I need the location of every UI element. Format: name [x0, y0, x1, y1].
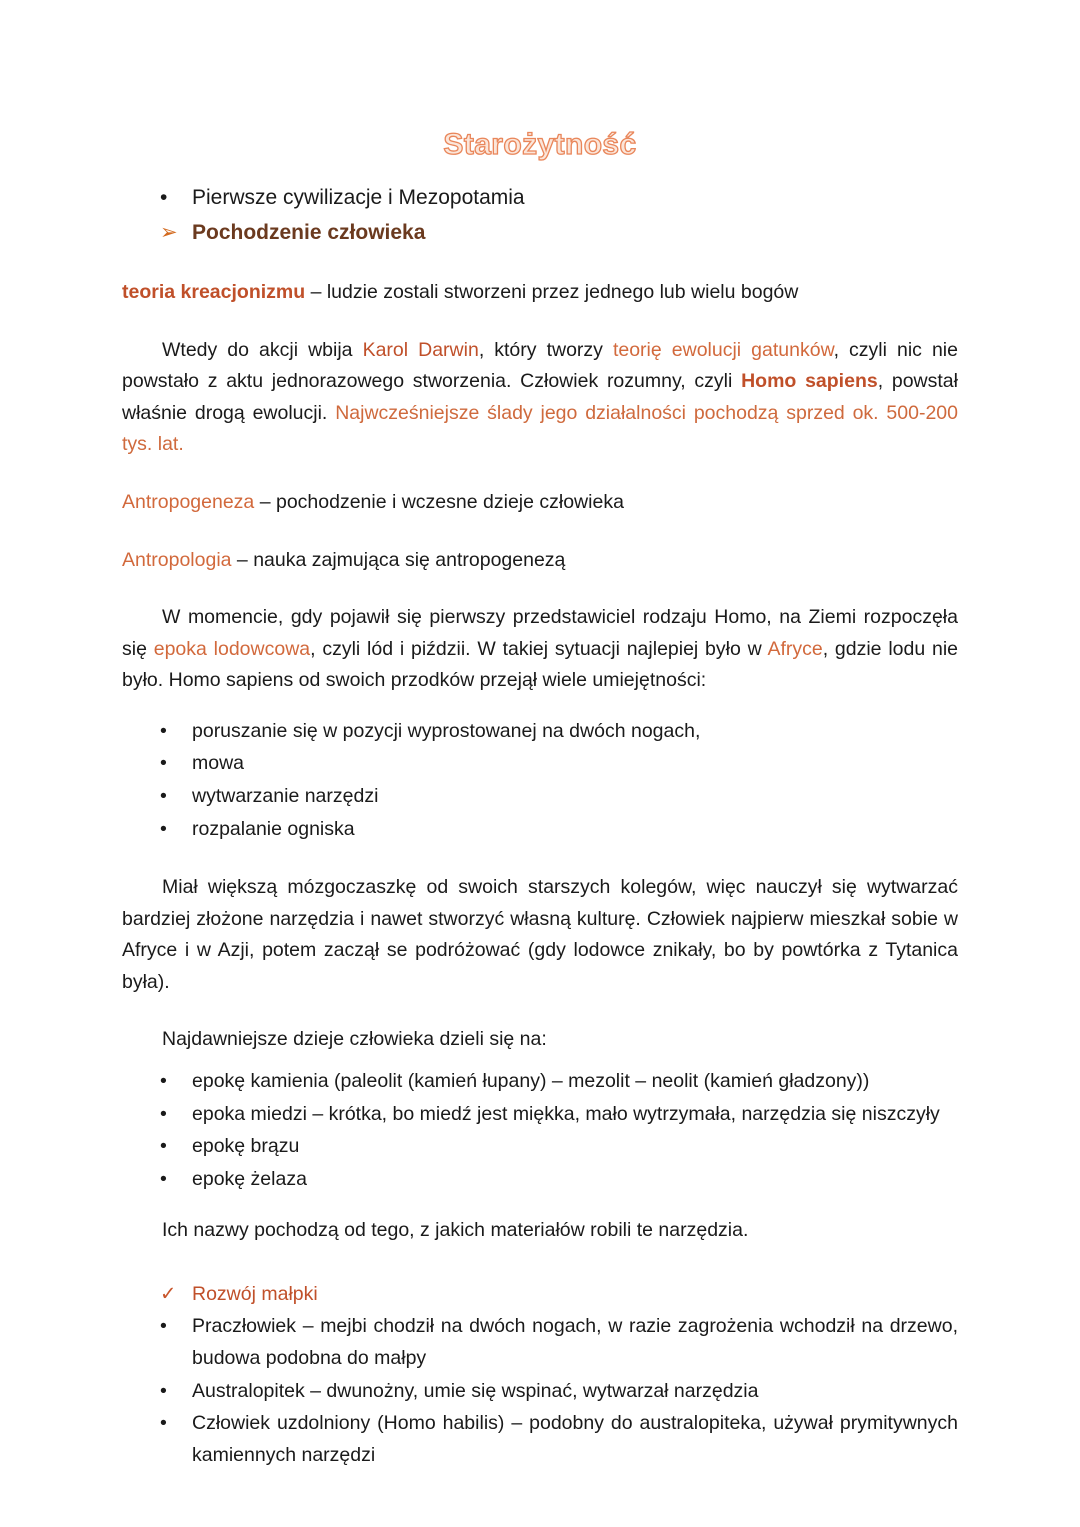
list-item-label: epokę żelaza — [192, 1167, 307, 1190]
spacer — [122, 1196, 958, 1215]
list-item — [122, 781, 958, 813]
ice-age-text-2: , czyli lód i piździi. W takiej sytuacji najlepiej było w — [310, 637, 768, 660]
dot-bullet-icon: • — [160, 1167, 167, 1190]
darwin-name: Karol Darwin — [362, 338, 479, 361]
spacer — [122, 576, 958, 602]
list-item — [122, 716, 958, 748]
antropologia-definition — [122, 545, 958, 577]
list-item — [122, 1376, 958, 1408]
dot-bullet-icon: • — [160, 186, 168, 209]
dot-bullet-icon: • — [160, 817, 167, 840]
darwin-text-4: , powstał właśnie drogą ewolucji. — [122, 370, 958, 424]
list-item-label: epoka miedzi – krótka, bo miedź jest miękka, mało wytrzymała, narzędzia się niszczyły — [192, 1102, 940, 1125]
list-item-label: mowa — [192, 752, 245, 775]
ape-development-list — [122, 1279, 958, 1471]
creationism-term: teoria kreacjonizmu — [122, 281, 306, 304]
darwin-paragraph — [122, 335, 958, 461]
list-item-label: Pierwsze cywilizacje i Mezopotamia — [192, 186, 525, 209]
spacer — [122, 1056, 958, 1066]
dot-bullet-icon: • — [160, 1070, 167, 1093]
list-item — [122, 1131, 958, 1163]
antropogeneza-text: pochodzenie i wczesne dzieje człowieka — [275, 490, 624, 513]
section-heading-item — [122, 1279, 958, 1311]
list-item-label: Pochodzenie człowieka — [192, 221, 426, 245]
homo-sapiens-term: Homo sapiens — [741, 370, 878, 393]
antropologia-text: nauka zajmująca się antropogenezą — [253, 548, 566, 571]
dash: – — [254, 490, 276, 513]
arrow-bullet-icon: ➢ — [160, 221, 178, 245]
spacer — [122, 846, 958, 872]
darwin-text-1: Wtedy do akcji wbija — [162, 338, 363, 361]
dot-bullet-icon: • — [160, 719, 167, 742]
spacer — [122, 998, 958, 1024]
eras-note: Ich nazwy pochodzą od tego, z jakich materiałów robili te narzędzia. — [162, 1219, 749, 1242]
list-item — [122, 1066, 958, 1098]
list-item — [122, 181, 958, 215]
creationism-text: ludzie zostali stworzeni przez jednego lub wielu bogów — [326, 281, 799, 304]
list-item-label: poruszanie się w pozycji wyprostowanej na dwóch nogach, — [192, 719, 701, 742]
list-item-label: rozpalanie ogniska — [192, 817, 355, 840]
darwin-text-2: , który tworzy — [478, 338, 613, 361]
list-item-label: epokę brązu — [192, 1135, 300, 1158]
spacer — [122, 251, 958, 277]
earliest-traces-highlight: Najwcześniejsze ślady jego działalności pochodzą sprzed ok. 500-200 tys. lat. — [122, 401, 958, 456]
list-item-label: wytwarzanie narzędzi — [192, 784, 379, 807]
eras-list — [122, 1066, 958, 1195]
dot-bullet-icon: • — [160, 752, 167, 775]
creationism-definition — [122, 277, 958, 309]
dot-bullet-icon: • — [160, 1412, 167, 1435]
list-item — [122, 1164, 958, 1196]
darwin-text-3: , czyli nic nie powstało z aktu jednorazowego stworzenia. Człowiek rozumny, czyli — [122, 338, 958, 393]
ice-age-term: epoka lodowcowa — [153, 637, 311, 660]
list-item — [122, 1099, 958, 1131]
spacer — [122, 162, 958, 181]
dot-bullet-icon: • — [160, 784, 167, 807]
dot-bullet-icon: • — [160, 1135, 167, 1158]
skills-list — [122, 716, 958, 845]
dot-bullet-icon: • — [160, 1379, 167, 1402]
antropogeneza-definition — [122, 487, 958, 519]
spacer — [122, 309, 958, 335]
list-item — [122, 1408, 958, 1471]
list-item — [122, 1311, 958, 1374]
evolution-theory-term: teorię ewolucji gatunków — [612, 338, 834, 361]
ice-age-paragraph — [122, 602, 958, 697]
spacer — [122, 519, 958, 545]
ice-age-text-3: , gdzie lodu nie było. Homo sapiens od swoich przodków przejął wiele umiejętności: — [122, 637, 959, 692]
dash: – — [231, 548, 254, 571]
list-item — [122, 216, 958, 250]
section-heading-label: Rozwój małpki — [192, 1282, 318, 1305]
antropogeneza-term: Antropogeneza — [122, 490, 255, 513]
eras-intro: Najdawniejsze dzieje człowieka dzieli się na: — [162, 1028, 547, 1051]
list-item-label: Australopitek – dwunożny, umie się wspinać, wytwarzał narzędzia — [192, 1379, 759, 1402]
africa-term: Afryce — [767, 637, 823, 660]
dot-bullet-icon: • — [160, 1315, 167, 1338]
ice-age-text-1: W momencie, gdy pojawił się pierwszy przedstawiciel rodzaju Homo, na Ziemi rozpoczęła się — [122, 606, 958, 660]
spacer — [122, 1247, 958, 1279]
check-bullet-icon: ✓ — [160, 1282, 177, 1305]
spacer — [122, 697, 958, 716]
antropologia-term: Antropologia — [122, 548, 232, 571]
dash: – — [305, 281, 327, 304]
brain-paragraph: Miał większą mózgoczaszkę od swoich starszych kolegów, więc nauczył się wytwarzać bardziej złożone narzędzia i nawet stworzyć własną kulturę. Człowiek najpierw mieszkał sobie w Afryce i w Azji, potem zaczął se podróżować (gdy lodowce znikały, bo by powtórka z Tytanica była). — [122, 876, 958, 993]
list-item — [122, 814, 958, 846]
list-item-label: Praczłowiek – mejbi chodził na dwóch nogach, w razie zagrożenia wchodził na drzewo, budowa podobna do małpy — [192, 1315, 958, 1370]
list-item-label: epokę kamienia (paleolit (kamień łupany) – mezolit – neolit (kamień gładzony)) — [192, 1070, 870, 1093]
spacer — [122, 461, 958, 487]
dot-bullet-icon: • — [160, 1102, 167, 1125]
list-item-label: Człowiek uzdolniony (Homo habilis) – podobny do australopiteka, używał prymitywnych kamiennych narzędzi — [192, 1412, 958, 1466]
top-level-list — [122, 181, 958, 250]
page-title: Starożytność — [443, 128, 637, 161]
list-item — [122, 748, 958, 780]
